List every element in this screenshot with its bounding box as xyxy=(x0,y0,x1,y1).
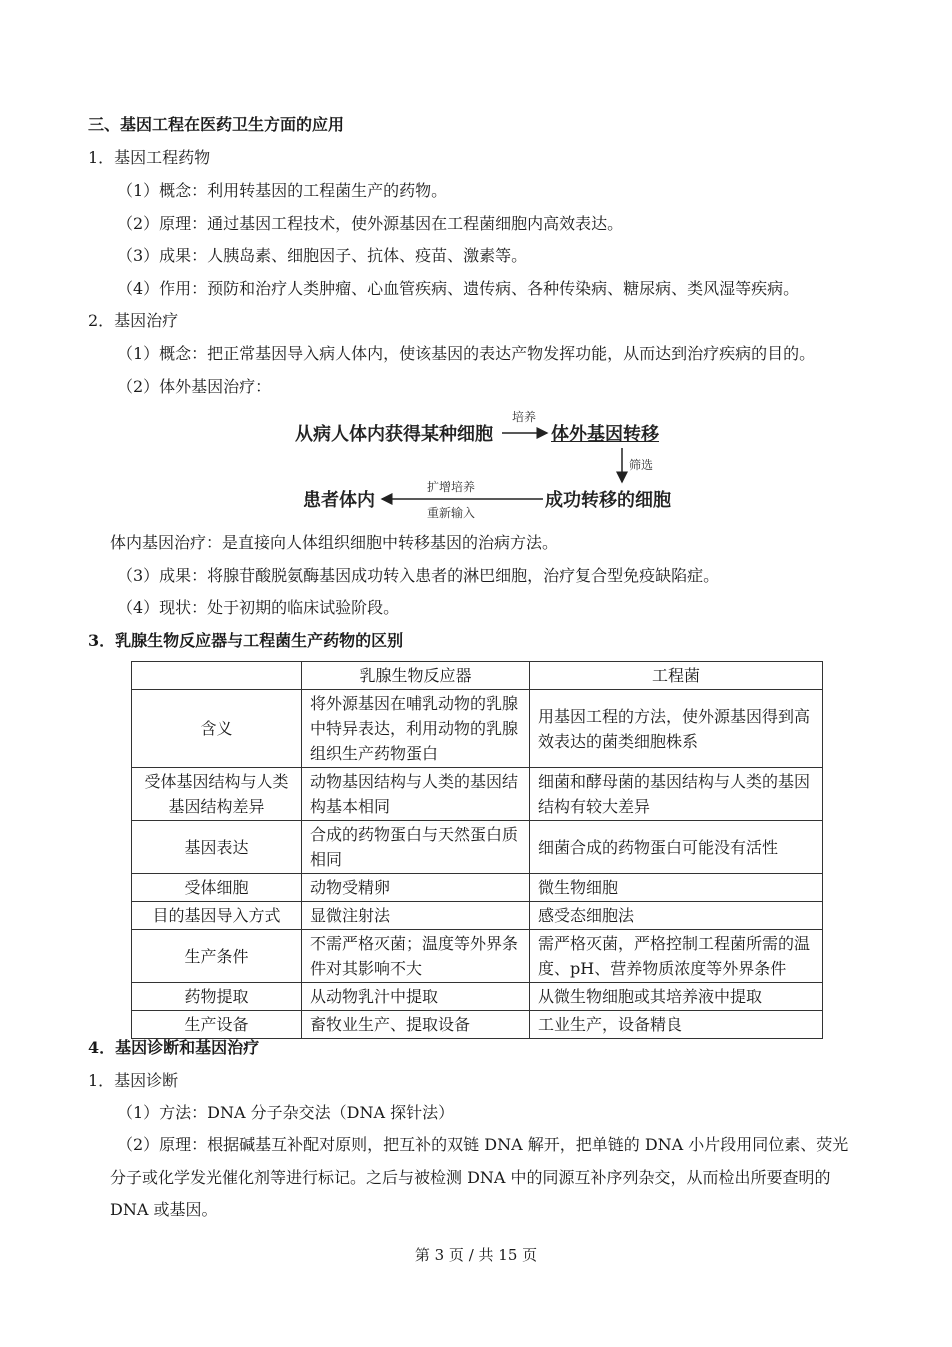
table-header-row xyxy=(132,662,823,690)
table-cell: 含义 xyxy=(132,690,302,768)
page-footer: 第 3 页 / 共 15 页 xyxy=(414,1246,538,1264)
drugs-item-2: （2）原理：通过基因工程技术，使外源基因在工程菌细胞内高效表达。 xyxy=(117,214,624,233)
diagram-arrow-2-label: 筛选 xyxy=(629,458,654,472)
diagram-arrow-1-label: 培养 xyxy=(512,410,537,424)
table-cell: 合成的药物蛋白与天然蛋白质相同 xyxy=(302,821,530,874)
table-cell: 目的基因导入方式 xyxy=(132,902,302,930)
therapy-status: （4）现状：处于初期的临床试验阶段。 xyxy=(117,598,400,617)
table-row xyxy=(132,874,823,902)
diagram-step-1: 从病人体内获得某种细胞 xyxy=(295,424,493,445)
diagnosis-principle-line-3: DNA 或基因。 xyxy=(110,1200,218,1219)
table-row xyxy=(132,902,823,930)
table-cell: 动物基因结构与人类的基因结构基本相同 xyxy=(302,768,530,821)
table-cell: 基因表达 xyxy=(132,821,302,874)
table-cell: 微生物细胞 xyxy=(530,874,823,902)
therapy-concept: （1）概念：把正常基因导入病人体内，使该基因的表达产物发挥功能，从而达到治疗疾病的目的。 xyxy=(117,344,816,363)
diagram-step-2: 体外基因转移 xyxy=(551,424,659,445)
diagram-step-4: 患者体内 xyxy=(303,490,375,511)
table-header-cell: 乳腺生物反应器 xyxy=(302,662,530,690)
table-cell: 从微生物细胞或其培养液中提取 xyxy=(530,983,823,1011)
therapy-result: （3）成果：将腺苷酸脱氨酶基因成功转入患者的淋巴细胞，治疗复合型免疫缺陷症。 xyxy=(117,566,720,585)
table-cell: 动物受精卵 xyxy=(302,874,530,902)
diagnosis-principle-line-2: 分子或化学发光催化剂等进行标记。之后与被检测 DNA 中的同源互补序列杂交，从而检出所要查明的 xyxy=(110,1168,831,1187)
table-row xyxy=(132,821,823,874)
section-heading: 三、基因工程在医药卫生方面的应用 xyxy=(88,115,345,134)
drugs-title: 1．基因工程药物 xyxy=(88,148,211,167)
drugs-item-4: （4）作用：预防和治疗人类肿瘤、心血管疾病、遗传病、各种传染病、糖尿病、类风湿等疾病。 xyxy=(117,279,800,298)
diagram-arrow-3-top-label: 扩增培养 xyxy=(427,480,476,494)
table-row xyxy=(132,930,823,983)
table-row xyxy=(132,768,823,821)
table-row xyxy=(132,1011,823,1039)
table-cell: 将外源基因在哺乳动物的乳腺中特异表达，利用动物的乳腺组织生产药物蛋白 xyxy=(302,690,530,768)
diagnosis-title: 1．基因诊断 xyxy=(88,1071,179,1090)
comparison-table xyxy=(131,661,823,1039)
diagram-step-3: 成功转移的细胞 xyxy=(545,490,671,511)
table-cell: 工业生产，设备精良 xyxy=(530,1011,823,1039)
table-cell: 需严格灭菌，严格控制工程菌所需的温度、pH、营养物质浓度等外界条件 xyxy=(530,930,823,983)
table-cell: 药物提取 xyxy=(132,983,302,1011)
therapy-in-vitro: （2）体外基因治疗： xyxy=(117,377,272,396)
compare-title: 3．乳腺生物反应器与工程菌生产药物的区别 xyxy=(88,631,404,650)
table-cell: 显微注射法 xyxy=(302,902,530,930)
diagnosis-method: （1）方法：DNA 分子杂交法（DNA 探针法） xyxy=(117,1103,455,1122)
table-cell: 细菌合成的药物蛋白可能没有活性 xyxy=(530,821,823,874)
therapy-title: 2．基因治疗 xyxy=(88,311,179,330)
table-cell: 生产设备 xyxy=(132,1011,302,1039)
table-header-cell: 工程菌 xyxy=(530,662,823,690)
table-cell: 受体基因结构与人类基因结构差异 xyxy=(132,768,302,821)
drugs-item-1: （1）概念：利用转基因的工程菌生产的药物。 xyxy=(117,181,448,200)
table-cell: 不需严格灭菌；温度等外界条件对其影响不大 xyxy=(302,930,530,983)
therapy-in-vivo: 体内基因治疗：是直接向人体组织细胞中转移基因的治病方法。 xyxy=(110,533,559,552)
table-cell: 从动物乳汁中提取 xyxy=(302,983,530,1011)
table-cell: 畜牧业生产、提取设备 xyxy=(302,1011,530,1039)
table-header-cell xyxy=(132,662,302,690)
diagram-arrow-3-bottom-label: 重新输入 xyxy=(427,506,476,520)
table-cell: 感受态细胞法 xyxy=(530,902,823,930)
table-row xyxy=(132,690,823,768)
table-cell: 用基因工程的方法，使外源基因得到高效表达的菌类细胞株系 xyxy=(530,690,823,768)
diagnosis-principle-line-1: （2）原理：根据碱基互补配对原则，把互补的双链 DNA 解开，把单链的 DNA 小片段用同位素、荧光 xyxy=(117,1135,849,1154)
diagnosis-section-title: 4．基因诊断和基因治疗 xyxy=(88,1038,260,1057)
table-cell: 受体细胞 xyxy=(132,874,302,902)
in-vitro-therapy-diagram xyxy=(285,406,685,528)
drugs-item-3: （3）成果：人胰岛素、细胞因子、抗体、疫苗、激素等。 xyxy=(117,246,528,265)
table-cell: 生产条件 xyxy=(132,930,302,983)
table-row xyxy=(132,983,823,1011)
table-cell: 细菌和酵母菌的基因结构与人类的基因结构有较大差异 xyxy=(530,768,823,821)
